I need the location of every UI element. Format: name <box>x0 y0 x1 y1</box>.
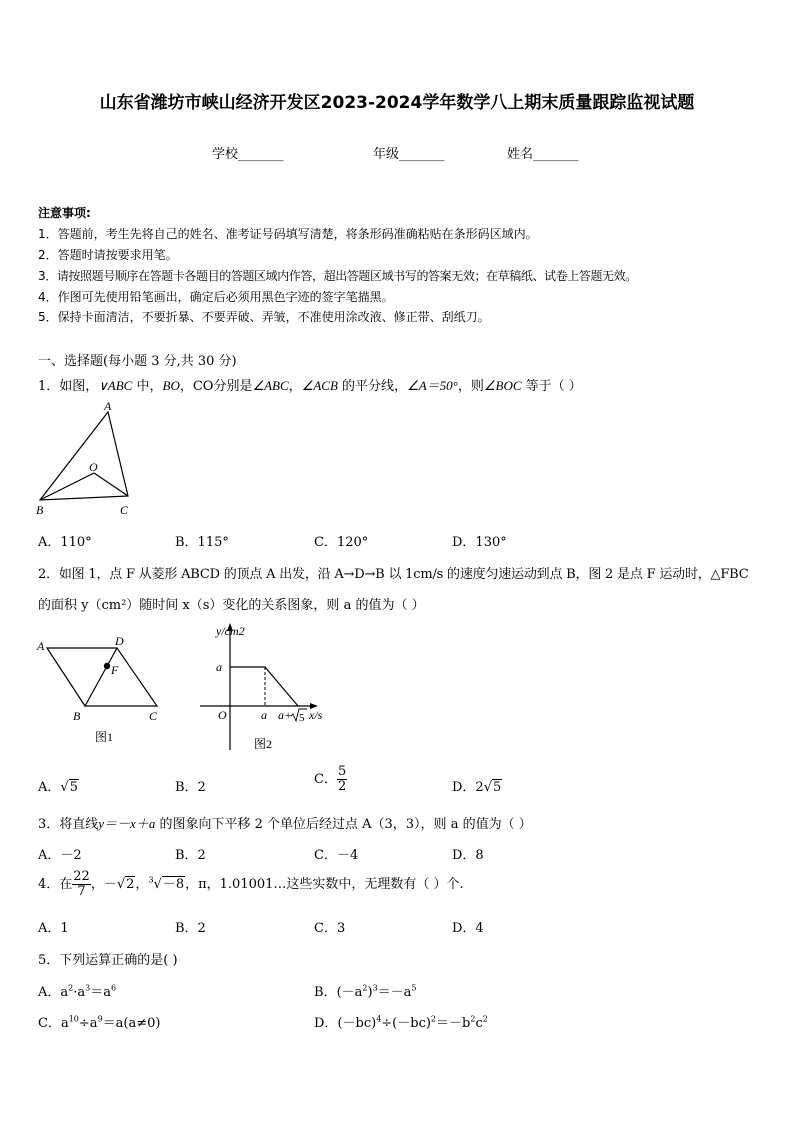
q1-option-a[interactable]: A．110° <box>38 535 92 550</box>
label-b: B <box>36 503 44 517</box>
sqrt5-label: 5 <box>299 712 305 724</box>
note-item: 5．保持卡面清洁，不要折暴、不要弄破、弄皱，不准使用涂改液、修正带、刮纸刀。 <box>38 310 490 324</box>
expr-part: ·a <box>73 985 86 1000</box>
q3-option-b[interactable]: B．2 <box>175 848 206 863</box>
q3-option-d[interactable]: D．8 <box>452 848 484 863</box>
rhombus-figure <box>35 630 175 750</box>
q2-option-c[interactable] <box>314 765 347 794</box>
q2-option-d[interactable] <box>452 776 502 795</box>
a-y-label: a <box>216 660 222 674</box>
note-item: 4．作图可先使用铅笔画出，确定后必须用黑色字迹的签字笔描黑。 <box>38 290 394 304</box>
label-c: C <box>149 709 158 723</box>
label-o: O <box>89 460 98 474</box>
radicand: －8 <box>162 877 185 892</box>
a-x-label: a <box>261 708 267 722</box>
origin-label: O <box>218 708 227 722</box>
figure-1-caption: 图1 <box>95 730 114 744</box>
fraction <box>72 870 91 899</box>
q1-angle-a: ∠A＝50° <box>407 378 458 393</box>
q2-option-a[interactable] <box>38 776 79 795</box>
expr-part: a <box>60 985 69 1000</box>
expr-part: ＝a <box>90 985 111 1000</box>
q4-option-b[interactable]: B．2 <box>175 921 206 936</box>
exponent: 3 <box>372 983 378 993</box>
radicand: 5 <box>69 780 78 795</box>
y-axis-label: y/cm2 <box>216 624 245 638</box>
label-a: A <box>104 399 112 413</box>
exponent: 2 <box>430 1014 437 1024</box>
q1-option-b[interactable]: B．115° <box>175 535 229 550</box>
q4-option-d[interactable]: D．4 <box>452 921 484 936</box>
numerator: 5 <box>337 764 347 779</box>
q3-option-a[interactable]: A．－2 <box>38 848 82 863</box>
q1-option-c[interactable]: C．120° <box>314 535 369 550</box>
q1-mid3: ，则 <box>457 379 484 394</box>
q5-option-d[interactable] <box>314 1012 488 1031</box>
q3-pre: 3．将直线 <box>38 817 99 832</box>
q4-option-a[interactable]: A．1 <box>38 921 69 936</box>
label-c: C <box>120 503 129 517</box>
q1-pre: 1．如图， <box>38 379 99 394</box>
diagonal-db <box>85 648 117 706</box>
exponent: 2 <box>482 1014 488 1024</box>
a-plus-label: a+ <box>278 708 293 722</box>
q3-equation: y＝－x＋a <box>98 816 156 831</box>
expr-part: ＝－a <box>377 985 412 1000</box>
q1-angle-abc: ∠ABC <box>252 378 289 393</box>
exponent: 2 <box>68 983 74 993</box>
q4-list3: ，π，1.01001…这些实数中，无理数有（ ）个. <box>185 877 464 892</box>
q1-mid: 中， <box>132 379 163 394</box>
sqrt-icon: √ <box>483 780 492 795</box>
q1-triangle: ∨ABC <box>98 378 133 393</box>
expr-part: c <box>475 1016 483 1031</box>
expr-part: ＝－b <box>436 1016 471 1031</box>
note-item: 3．请按照题号顺序在答题卡各题目的答题区域内作答，超出答题区域书写的答案无效；在草稿纸、试卷上答题无效。 <box>38 269 637 283</box>
q3-post: 的图象向下平移 2 个单位后经过点 A（3，3），则 a 的值为（ ） <box>155 817 532 832</box>
q1-co: ，CO分别是 <box>179 379 253 394</box>
sqrt-icon: √ <box>116 877 126 892</box>
question-2-stem-line2: 的面积 y（cm²）随时间 x（s）变化的关系图象，则 a 的值为（ ） <box>38 598 425 613</box>
label-a: A <box>37 639 45 653</box>
triangle-figure <box>30 398 140 520</box>
fraction <box>337 765 347 794</box>
note-item: 2．答题时请按要求用笔。 <box>38 248 178 262</box>
q1-angle-boc: ∠BOC <box>483 378 522 393</box>
q1-bo: BO <box>162 378 180 393</box>
name-field: 姓名_______ <box>507 147 579 162</box>
label-f: F <box>111 663 119 677</box>
question-3-stem <box>38 813 532 832</box>
q4-list2: ， <box>135 877 149 892</box>
q3-option-c[interactable]: C．－4 <box>314 848 359 863</box>
q4-pre: 4．在 <box>38 877 73 892</box>
notes-heading: 注意事项: <box>38 206 91 220</box>
q1-angle-acb: ∠ACB <box>301 378 338 393</box>
exponent: 9 <box>97 1014 103 1024</box>
q5-option-b[interactable] <box>314 981 417 1000</box>
expr-part: ÷(－bc) <box>381 1016 431 1031</box>
expr-part: ＝a(a≠0) <box>102 1016 161 1031</box>
question-4-stem <box>38 870 464 899</box>
question-1-stem <box>38 375 582 394</box>
radicand: 2 <box>126 877 135 892</box>
q2-option-b[interactable]: B．2 <box>175 780 206 795</box>
expr-part: ) <box>367 985 373 1000</box>
rhombus-abcd <box>47 648 157 706</box>
graph-figure <box>196 620 336 756</box>
grade-field: 年级_______ <box>373 147 445 162</box>
numerator: 22 <box>73 869 90 884</box>
q1-sep: ， <box>288 379 302 394</box>
q4-option-c[interactable]: C．3 <box>314 921 346 936</box>
option-label: B． <box>314 985 337 1000</box>
option-label: A． <box>38 985 61 1000</box>
q1-mid2: 的平分线， <box>337 379 408 394</box>
exponent: 6 <box>111 983 117 993</box>
label-b: B <box>73 709 81 723</box>
q4-list1: ，－ <box>90 877 117 892</box>
page-title: 山东省潍坊市峡山经济开发区2023-2024学年数学八上期末质量跟踪监视试题 <box>99 93 695 113</box>
exponent: 2 <box>470 1014 476 1024</box>
section-heading: 一、选择题(每小题 3 分,共 30 分) <box>38 354 237 369</box>
question-5-stem: 5．下列运算正确的是( ) <box>38 953 178 968</box>
exponent: 5 <box>411 983 417 993</box>
radicand: 5 <box>493 780 502 795</box>
option-label: C． <box>38 1016 61 1031</box>
segment-bo <box>40 473 94 500</box>
sqrt-icon: √ <box>60 780 69 795</box>
sqrt-icon: √ <box>153 877 162 892</box>
figure-2-caption: 图2 <box>254 737 273 751</box>
denominator: 2 <box>337 779 347 794</box>
q1-option-d[interactable]: D．130° <box>452 535 507 550</box>
q1-post: 等于（ ） <box>521 379 582 394</box>
graph-line <box>230 667 298 706</box>
option-label: C． <box>314 772 337 787</box>
q5-option-a[interactable] <box>38 981 116 1000</box>
expr-part: (－bc) <box>337 1016 377 1031</box>
question-2-stem-line1: 2．如图 1，点 F 从菱形 ABCD 的顶点 A 出发，沿 A→D→B 以 1cm/s 的速度匀速运动到点 B，图 2 是点 F 运动时，△FBC <box>38 567 749 582</box>
cube-root-index: 3 <box>148 875 154 885</box>
exponent: 2 <box>362 983 368 993</box>
x-axis-label: x/s <box>309 708 323 722</box>
option-label: A． <box>38 780 61 795</box>
option-label: D． <box>314 1016 338 1031</box>
point-f <box>104 663 110 669</box>
denominator: 7 <box>77 884 86 899</box>
expr-part: ÷a <box>78 1016 98 1031</box>
label-d: D <box>115 634 124 648</box>
note-item: 1．答题前，考生先将自己的姓名、准考证号码填写清楚，将条形码准确粘贴在条形码区域内。 <box>38 227 538 241</box>
school-field: 学校_______ <box>212 147 284 162</box>
expr-part: (－a <box>336 985 363 1000</box>
exponent: 3 <box>85 983 91 993</box>
expr-part: a <box>60 1016 69 1031</box>
exponent: 10 <box>68 1014 79 1024</box>
option-label: D．2 <box>452 780 484 795</box>
exponent: 4 <box>376 1014 382 1024</box>
q5-option-c[interactable] <box>38 1012 160 1031</box>
